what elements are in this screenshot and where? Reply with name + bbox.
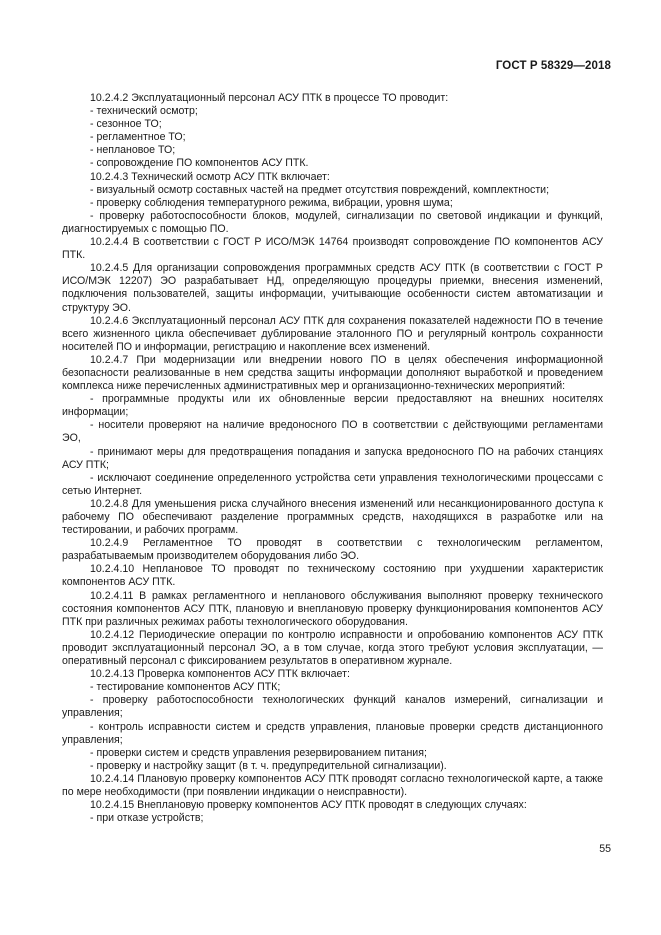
paragraph: 10.2.4.7 При модернизации или внедрении нового ПО в целях обеспечения информационной безопасности реализованные в нем средства защиты информации дополняют выработкой и проведением комплекса ниже перечисленных административных мер и организационно-технических мероприятий: bbox=[62, 353, 603, 393]
paragraph: 10.2.4.6 Эксплуатационный персонал АСУ ПТК для сохранения показателей надежности ПО в течение всего жизненного цикла обеспечивает дублирование эталонного ПО и регулярный контроль сохранности носителей ПО и информации, регистрацию и накопление всех изменений. bbox=[62, 314, 603, 353]
list-item: - тестирование компонентов АСУ ПТК; bbox=[90, 681, 281, 694]
list-item: - исключают соединение определенного устройства сети управления технологическими процессами с сетью Интернет. bbox=[62, 471, 603, 497]
list-item: - неплановое ТО; bbox=[90, 144, 176, 157]
paragraph: 10.2.4.12 Периодические операции по контролю исправности и опробованию компонентов АСУ ПТК проводит эксплуатационный персонал ЭО, а в том случае, когда этого требуют условия эксплуатации, — оперативный персонал с фиксированием результатов в оперативном журнале. bbox=[62, 628, 603, 668]
page-number: 55 bbox=[599, 843, 611, 855]
paragraph: 10.2.4.14 Плановую проверку компонентов АСУ ПТК проводят согласно технологической карте, а также по мере необходимости (при появлении индикации о неисправности). bbox=[62, 772, 603, 798]
paragraph: 10.2.4.15 Внеплановую проверку компонентов АСУ ПТК проводят в следующих случаях: bbox=[90, 799, 527, 812]
paragraph: 10.2.4.9 Регламентное ТО проводят в соответствии с технологическим регламентом, разрабатываемым производителем оборудования либо ЭО. bbox=[62, 537, 603, 563]
document-header: ГОСТ Р 58329—2018 bbox=[495, 60, 611, 72]
list-item: - носители проверяют на наличие вредоносного ПО в соответствии с действующими регламентами ЭО, bbox=[62, 419, 603, 445]
list-item: - регламентное ТО; bbox=[90, 131, 186, 144]
paragraph: 10.2.4.11 В рамках регламентного и непланового обслуживания выполняют проверку технического состояния компонентов АСУ ПТК, плановую и внеплановую проверку функционирования компонентов АСУ ПТК при различных режимах работы технологического оборудования. bbox=[62, 589, 603, 628]
list-item: - проверку работоспособности блоков, модулей, сигнализации по световой индикации и функций, диагностируемых с помощью ПО. bbox=[62, 209, 603, 235]
list-item: - визуальный осмотр составных частей на предмет отсутствия повреждений, комплектности; bbox=[90, 183, 550, 196]
paragraph: 10.2.4.5 Для организации сопровождения программных средств АСУ ПТК (в соответствии с ГОСТ Р ИСО/МЭК 12207) ЭО разрабатывает НД, определяющую процедуры приемки, внесения изменений, подключения пользователей, защиты информации, учитывающие особенности систем автоматизации и структуру ЭО. bbox=[62, 262, 603, 314]
paragraph: 10.2.4.13 Проверка компонентов АСУ ПТК включает: bbox=[90, 668, 350, 681]
list-item: - проверку соблюдения температурного режима, вибрации, уровня шума; bbox=[90, 196, 453, 209]
paragraph: 10.2.4.4 В соответствии с ГОСТ Р ИСО/МЭК 14764 производят сопровождение ПО компонентов АСУ ПТК. bbox=[62, 236, 603, 262]
list-item: - принимают меры для предотвращения попадания и запуска вредоносного ПО на рабочих станциях АСУ ПТК; bbox=[62, 445, 603, 471]
paragraph: 10.2.4.10 Неплановое ТО проводят по техническому состоянию при ухудшении характеристик компонентов АСУ ПТК. bbox=[62, 563, 603, 589]
list-item: - технический осмотр; bbox=[90, 105, 198, 118]
list-item: - проверки систем и средств управления резервированием питания; bbox=[90, 746, 427, 759]
list-item: - сопровождение ПО компонентов АСУ ПТК. bbox=[90, 157, 309, 170]
paragraph: 10.2.4.2 Эксплуатационный персонал АСУ ПТК в процессе ТО проводит: bbox=[90, 92, 449, 104]
list-item: - проверку работоспособности технологических функций каналов измерений, сигнализации и управления; bbox=[62, 694, 603, 720]
list-item: - сезонное ТО; bbox=[90, 118, 162, 131]
list-item: - контроль исправности систем и средств управления, плановые проверки средств дистанционного управления; bbox=[62, 720, 603, 746]
list-item: - проверку и настройку защит (в т. ч. предупредительной сигнализации). bbox=[90, 759, 447, 772]
list-item: - программные продукты или их обновленные версии предоставляют на внешних носителях информации; bbox=[62, 393, 603, 419]
paragraph: 10.2.4.8 Для уменьшения риска случайного внесения изменений или несанкционированного доступа к рабочему ПО обеспечивают разделение программных средств, находящихся в разработке или на тестировании, и рабочих программ. bbox=[62, 497, 603, 537]
paragraph: 10.2.4.3 Технический осмотр АСУ ПТК включает: bbox=[90, 170, 330, 183]
document-body bbox=[62, 92, 603, 825]
list-item: - при отказе устройств; bbox=[90, 812, 204, 825]
